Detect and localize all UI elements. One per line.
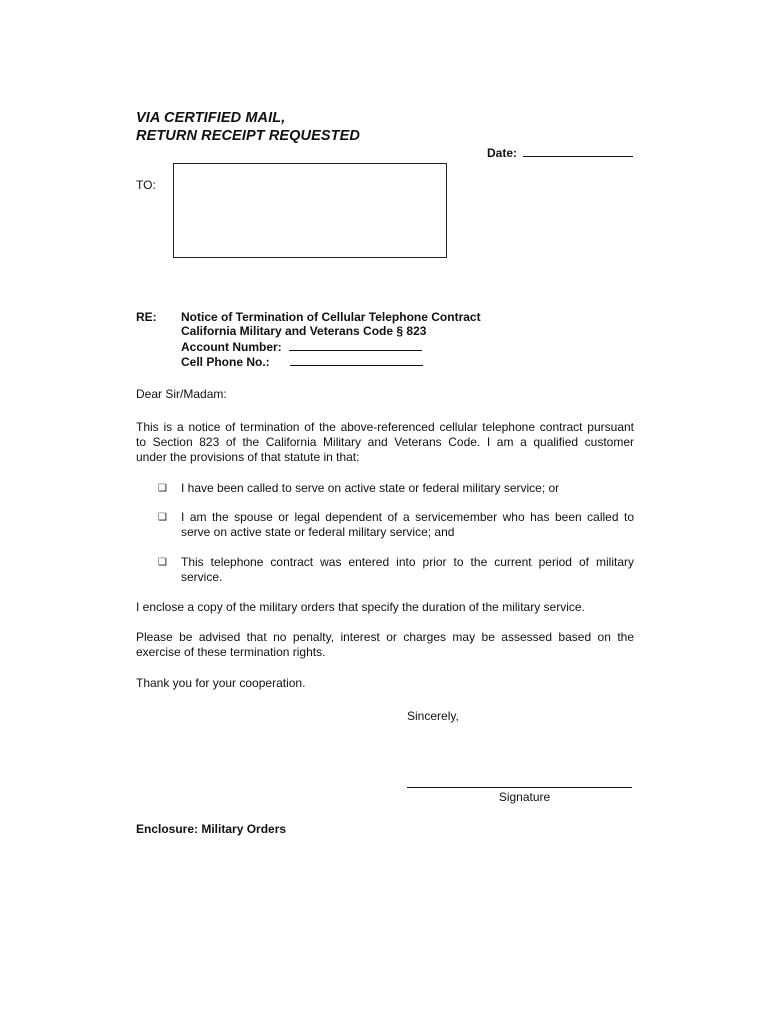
checklist-item-line: I have been called to serve on active state or federal military service; or: [181, 481, 560, 495]
thanks-paragraph: Thank you for your cooperation.: [136, 676, 306, 690]
advised-paragraph: [136, 630, 634, 660]
to-label: TO:: [136, 178, 156, 192]
advised-line: Please be advised that no penalty, interest or charges may be assessed based on the: [136, 630, 634, 644]
date-row: [487, 145, 633, 161]
re-label: RE:: [136, 310, 157, 324]
re-code: California Military and Veterans Code § 823: [181, 324, 427, 338]
intro-line: to Section 823 of the California Military and Veterans Code. I am a qualified customer: [136, 435, 634, 449]
recipient-address-box[interactable]: [173, 163, 447, 258]
checklist-item: [181, 481, 634, 496]
enclose-paragraph: I enclose a copy of the military orders that specify the duration of the military service.: [136, 600, 585, 614]
date-label: Date:: [487, 146, 518, 160]
salutation: Dear Sir/Madam:: [136, 387, 227, 401]
checklist-item-line: I am the spouse or legal dependent of a servicemember who has been called to: [181, 510, 634, 524]
cell-phone-field[interactable]: [290, 354, 423, 366]
re-subject: Notice of Termination of Cellular Telephone Contract: [181, 310, 481, 324]
account-number-field[interactable]: [289, 339, 422, 351]
checklist-item-line: This telephone contract was entered into prior to the current period of military: [181, 555, 634, 569]
signature-label: Signature: [498, 790, 551, 804]
header-line-2: RETURN RECEIPT REQUESTED: [136, 128, 360, 144]
checklist-item: [181, 510, 634, 540]
date-field[interactable]: [523, 145, 633, 157]
checkbox-icon[interactable]: ❑: [158, 557, 167, 568]
intro-line: This is a notice of termination of the above-referenced cellular telephone contract pursuant: [136, 420, 634, 434]
phone-row: [181, 354, 423, 370]
header-line-1: VIA CERTIFIED MAIL,: [136, 110, 286, 126]
enclosure-note: Enclosure: Military Orders: [136, 822, 287, 836]
phone-label: Cell Phone No.:: [181, 355, 270, 369]
account-row: [181, 339, 422, 355]
closing: Sincerely,: [407, 709, 459, 723]
account-label: Account Number:: [181, 340, 282, 354]
checklist-item-line: service.: [181, 570, 223, 584]
advised-line: exercise of these termination rights.: [136, 645, 326, 659]
checklist-item: [181, 555, 634, 585]
signature-line[interactable]: [407, 787, 632, 788]
checklist-item-line: serve on active state or federal military service; and: [181, 525, 455, 539]
checkbox-icon[interactable]: ❑: [158, 483, 167, 494]
intro-paragraph: [136, 420, 634, 465]
checkbox-icon[interactable]: ❑: [158, 512, 167, 523]
intro-line: under the provisions of that statute in that:: [136, 450, 360, 464]
